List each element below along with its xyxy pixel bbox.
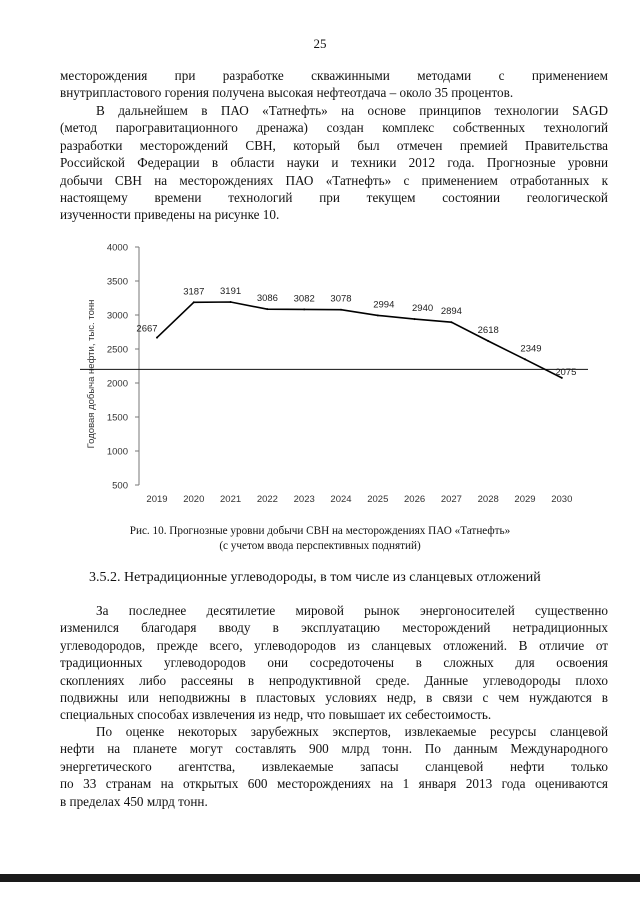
data-label: 2894 <box>440 306 462 318</box>
text-line: по 33 странам на открытых 600 месторождениях на 1 января 2013 года оцениваются <box>60 776 608 792</box>
text-line: нефти на планете могут составлять 900 млрд тонн. По данным Международного <box>60 741 608 757</box>
text-line: энергетического агентства, извлекаемые запасы сланцевой нефти только <box>60 758 608 774</box>
section-heading: 3.5.2. Нетрадиционные углеводороды, в том числе из сланцевых отложений <box>89 570 541 585</box>
y-axis-label: Годовая добыча нефти, тыс. тонн <box>86 299 97 449</box>
y-tick-label: 2000 <box>106 378 128 390</box>
y-tick-label: 3500 <box>106 276 128 288</box>
text-line: в пределах 450 млрд тонн. <box>60 793 208 809</box>
data-point <box>266 308 268 310</box>
text-line: изменился благодаря вводу в эксплуатацию месторождений нетрадиционных <box>60 620 608 636</box>
series <box>80 286 588 379</box>
text-line: внутрипластового горения получена высокая нефтеотдача – около 35 процентов. <box>60 85 514 101</box>
data-label: 2618 <box>477 324 499 336</box>
text-line: Российской Федерации в области науки и техники 2012 года. Прогнозные уровни <box>60 155 608 171</box>
text-line: настоящему времени технологий при текущем состоянии геологической <box>60 190 608 206</box>
data-point <box>230 301 232 303</box>
x-tick-label: 2020 <box>183 494 205 505</box>
page-bottom-bar <box>0 874 640 882</box>
text-line: По оценке некоторых зарубежных экспертов, извлекаемые ресурсы сланцевой <box>96 724 608 739</box>
data-label: 2994 <box>373 299 395 311</box>
data-label: 2075 <box>555 366 577 378</box>
data-label: 3078 <box>330 293 352 305</box>
text-line: месторождения при разработке скважинными методами с применением <box>60 68 608 83</box>
paragraph-2 <box>60 102 608 224</box>
paragraph-3 <box>60 602 608 724</box>
data-label: 3191 <box>220 286 242 298</box>
data-point <box>156 337 158 339</box>
data-label: 3187 <box>183 286 205 298</box>
paragraph-1 <box>60 67 608 102</box>
x-tick-label: 2019 <box>146 494 168 505</box>
data-point <box>377 314 379 316</box>
x-tick-label: 2027 <box>440 494 462 505</box>
data-label: 3086 <box>256 293 278 305</box>
text-line: подвижны или неподвижны в пластовых условиях недр, в связи с чем нуждаются в <box>60 690 608 706</box>
text-line: добычи СВН на месторождениях ПАО «Татнефть» с применением отработанных к <box>60 172 608 188</box>
data-label: 3082 <box>293 293 315 305</box>
x-tick-label: 2022 <box>256 494 278 505</box>
y-tick-label: 1000 <box>106 446 128 458</box>
x-tick-label: 2021 <box>220 494 242 505</box>
y-tick-label: 2500 <box>106 344 128 356</box>
x-axis <box>146 494 572 505</box>
x-tick-label: 2025 <box>367 494 389 505</box>
text-line: В дальнейшем в ПАО «Татнефть» на основе принципов технологии SAGD <box>96 103 608 118</box>
x-tick-label: 2024 <box>330 494 352 505</box>
data-point <box>450 321 452 323</box>
paragraph-4 <box>60 723 608 810</box>
text-line: специальных способах извлечения из недр, что повышает их себестоимость. <box>60 707 492 723</box>
series-line <box>157 302 562 378</box>
x-tick-label: 2028 <box>477 494 499 505</box>
data-point <box>303 308 305 310</box>
data-label: 2349 <box>520 343 542 355</box>
text-line: разработки месторождений СВН, который был отмечен премией Правительства <box>60 137 608 153</box>
data-point <box>524 358 526 360</box>
data-point <box>414 318 416 320</box>
text-line: За последнее десятилетие мировой рынок энергоносителей существенно <box>96 603 608 618</box>
text-line: изученности приведены на рисунке 10. <box>60 207 280 223</box>
y-tick-label: 1500 <box>106 412 128 424</box>
data-point <box>340 309 342 311</box>
oil-production-chart <box>80 238 600 518</box>
figure-caption <box>0 524 640 554</box>
caption-line: Рис. 10. Прогнозные уровни добычи СВН на месторождениях ПАО «Татнефть» <box>129 525 511 537</box>
x-tick-label: 2030 <box>551 494 573 505</box>
data-point <box>487 340 489 342</box>
x-tick-label: 2023 <box>293 494 315 505</box>
x-tick-label: 2029 <box>514 494 536 505</box>
y-axis <box>107 243 139 492</box>
text-line: углеводородов, прежде всего, углеводородов из сланцевых отложений. В отличие от <box>60 637 608 653</box>
text-line: (метод парогравитационного дренажа) создан комплекс собственных технологий <box>60 120 608 136</box>
y-tick-label: 4000 <box>106 242 128 254</box>
page-number: 25 <box>313 36 327 51</box>
data-point <box>193 301 195 303</box>
text-line: скоплениях либо рассеяны в непродуктивной среде. Данные углеводороды плохо <box>60 672 608 688</box>
data-label: 2940 <box>412 303 434 315</box>
text-line: традиционных углеводородов они сосредоточены в сложных для освоения <box>60 655 608 671</box>
data-label: 2667 <box>136 323 158 335</box>
y-tick-label: 3000 <box>106 310 128 322</box>
caption-line: (с учетом ввода перспективных поднятий) <box>219 540 421 552</box>
x-tick-label: 2026 <box>404 494 426 505</box>
y-tick-label: 500 <box>112 480 128 492</box>
